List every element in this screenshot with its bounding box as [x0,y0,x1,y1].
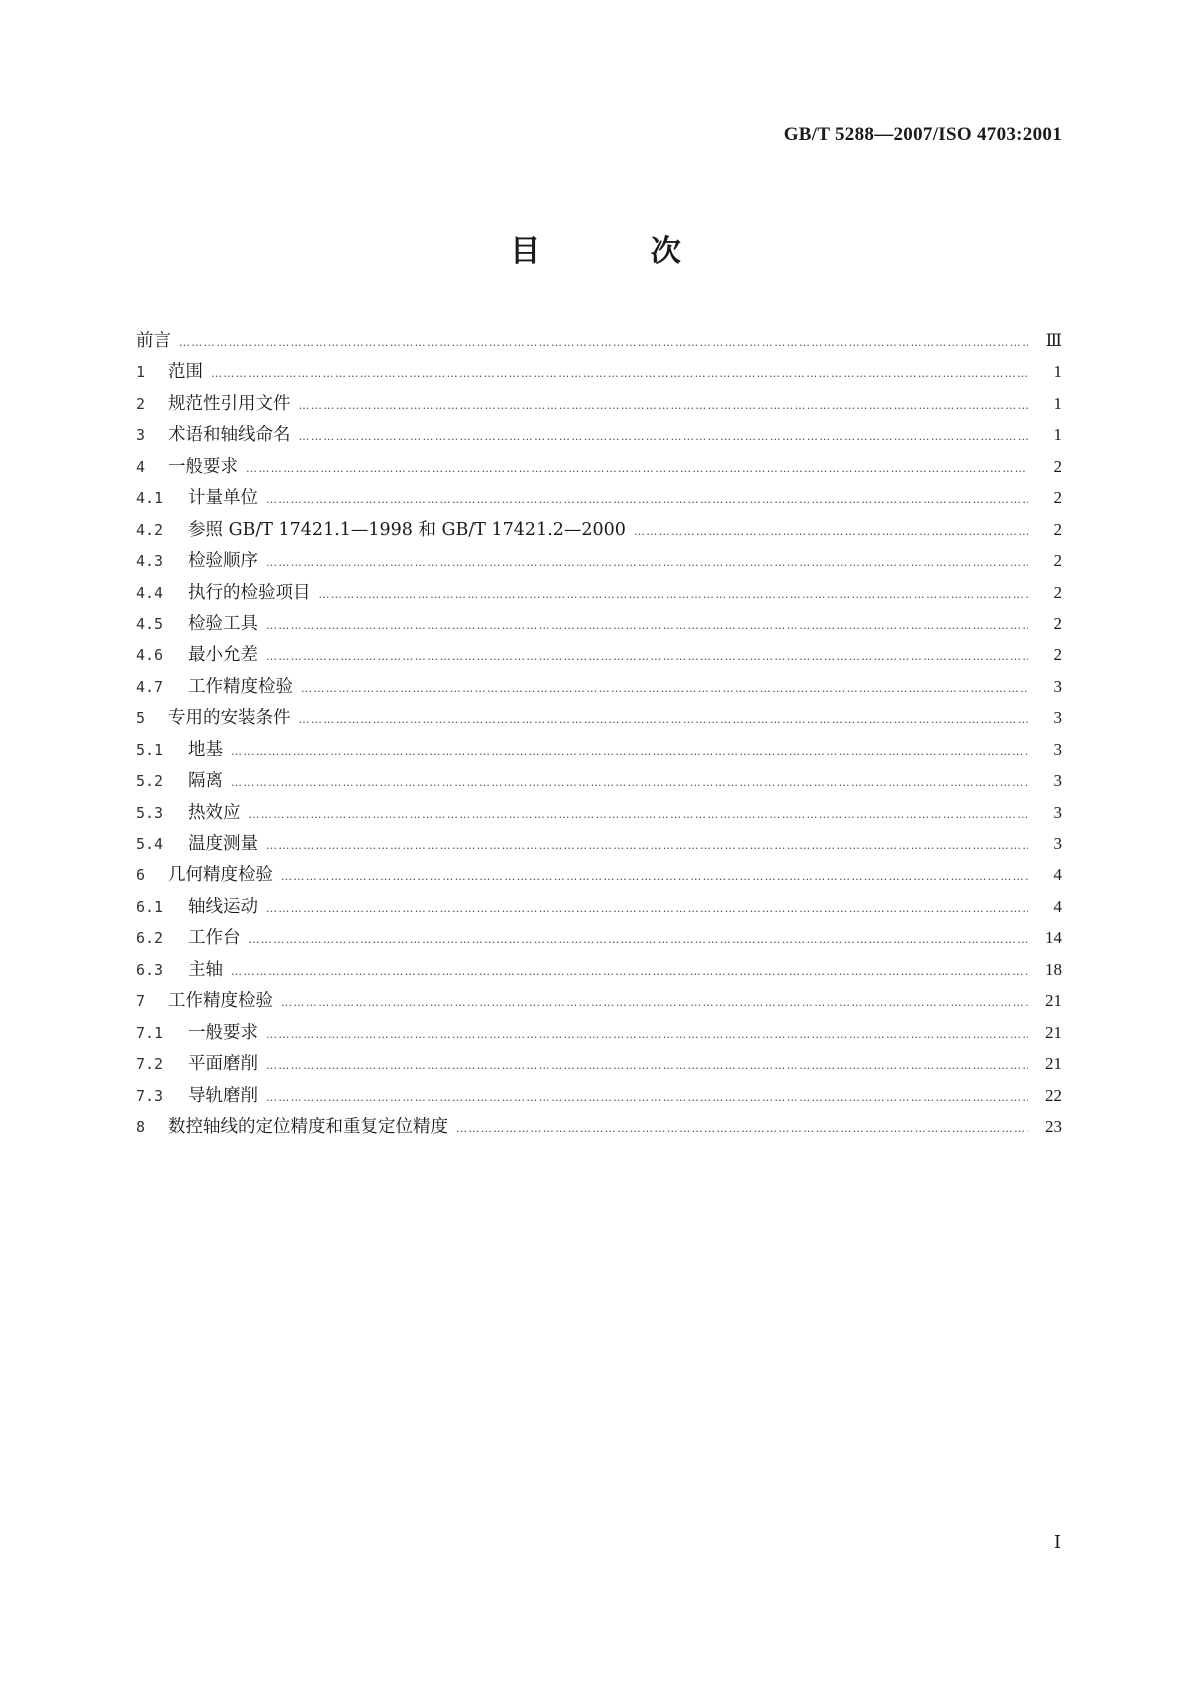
toc-entry-number: 7 [136,992,146,1011]
toc-entry[interactable] [136,799,1062,830]
toc-dot-leader [634,526,1028,537]
toc-entry-number: 4.7 [136,677,164,696]
toc-entry-number: 5.4 [136,835,164,853]
toc-entry[interactable] [136,610,1062,641]
toc-entry-title: 参照 GB/T 17421.1—1998 和 GB/T 17421.2—2000 [188,519,626,540]
toc-dot-leader [299,714,1029,725]
toc-dot-leader [266,903,1028,914]
toc-entry-title: 检验顺序 [188,551,258,572]
toc-entry-page: 1 [1053,362,1062,382]
toc-entry-number: 4.1 [136,489,164,508]
toc-entry-title: 范围 [168,362,203,383]
toc-entry-title: 执行的检验项目 [188,582,311,603]
toc-entry-page: 2 [1053,551,1062,571]
toc-dot-leader [319,589,1029,600]
toc-entry-title: 检验工具 [188,613,258,634]
toc-entry-number: 6.2 [136,929,164,948]
toc-entry-title: 规范性引用文件 [168,393,291,414]
toc-entry[interactable] [136,484,1062,515]
toc-entry-number: 5.1 [136,740,164,759]
toc-entry[interactable] [136,1019,1062,1050]
toc-dot-leader [231,746,1028,757]
toc-entry[interactable] [136,830,1062,861]
toc-entry-page: Ⅲ [1045,331,1062,350]
toc-entry-number: 4.5 [136,614,164,633]
toc-entry-title: 轴线运动 [188,896,258,917]
toc-dot-leader [266,1060,1028,1071]
toc-entry-number: 5 [136,709,146,728]
toc-entry[interactable] [136,1050,1062,1081]
toc-entry-page: 1 [1053,393,1062,413]
toc-entry[interactable] [136,987,1062,1018]
toc-entry-number: 3 [136,426,146,445]
toc-dot-leader [301,683,1028,694]
toc-entry-title: 隔离 [188,771,223,792]
toc-dot-leader [211,368,1028,379]
toc-entry-page: 23 [1045,1116,1062,1136]
toc-dot-leader [266,620,1028,631]
toc-entry-number: 5.2 [136,772,164,791]
toc-dot-leader [249,934,1029,945]
table-of-contents [136,327,1062,1144]
toc-dot-leader [299,431,1029,442]
toc-dot-leader [246,463,1028,474]
toc-entry-page: 2 [1053,613,1062,633]
toc-entry-title: 热效应 [188,802,241,823]
toc-entry[interactable] [136,1113,1062,1144]
toc-dot-leader [266,1092,1028,1103]
toc-entry-number: 5.3 [136,803,164,822]
toc-entry[interactable] [136,893,1062,924]
toc-entry[interactable] [136,767,1062,798]
toc-entry-number: 4.2 [136,520,164,539]
toc-entry-page: 2 [1053,488,1062,508]
toc-entry-number: 4.3 [136,552,164,571]
toc-entry-title: 数控轴线的定位精度和重复定位精度 [168,1116,448,1137]
toc-entry-number: 7.1 [136,1023,164,1042]
toc-entry-page: 21 [1045,1054,1062,1074]
toc-entry-page: 3 [1053,708,1062,728]
toc-entry-number: 2 [136,394,146,413]
toc-entry[interactable] [136,547,1062,578]
toc-dot-leader [266,651,1028,662]
toc-entry-title: 前言 [136,331,171,351]
toc-entry-title: 一般要求 [188,1022,258,1043]
page-number: Ⅰ [1053,1532,1061,1552]
toc-entry[interactable] [136,673,1062,704]
toc-dot-leader [249,809,1029,820]
toc-entry-page: 3 [1053,771,1062,791]
toc-entry-number: 7.3 [136,1086,164,1105]
toc-entry-page: 3 [1053,834,1062,853]
toc-entry[interactable] [136,327,1062,358]
toc-entry[interactable] [136,641,1062,672]
toc-entry[interactable] [136,453,1062,484]
toc-entry[interactable] [136,924,1062,955]
toc-entry-title: 工作精度检验 [168,991,273,1012]
toc-entry-title: 计量单位 [188,488,258,509]
toc-entry-page: 18 [1045,959,1062,979]
toc-dot-leader [266,840,1028,851]
toc-entry-title: 最小允差 [188,645,258,666]
toc-entry[interactable] [136,736,1062,767]
toc-entry[interactable] [136,516,1062,547]
toc-entry-title: 地基 [188,739,223,760]
toc-entry-number: 1 [136,363,146,382]
toc-dot-leader [266,494,1028,505]
toc-entry-number: 4.6 [136,646,164,665]
toc-entry[interactable] [136,704,1062,735]
toc-entry-title: 专用的安装条件 [168,708,291,729]
toc-entry-title: 工作台 [188,928,241,949]
toc-dot-leader [266,1029,1028,1040]
toc-dot-leader [299,400,1029,411]
toc-entry-page: 4 [1053,865,1062,885]
toc-dot-leader [179,337,1028,348]
toc-entry-page: 2 [1053,645,1062,665]
toc-entry[interactable] [136,358,1062,389]
toc-entry-title: 工作精度检验 [188,676,293,697]
toc-entry[interactable] [136,579,1062,610]
toc-entry-number: 6 [136,866,146,885]
toc-entry[interactable] [136,861,1062,892]
toc-entry[interactable] [136,390,1062,421]
toc-entry[interactable] [136,956,1062,987]
toc-entry[interactable] [136,1082,1062,1113]
page-title: 目 次 [510,234,731,269]
toc-entry-title: 术语和轴线命名 [168,425,291,446]
toc-entry-page: 2 [1053,456,1062,476]
toc-entry-title: 一般要求 [168,456,238,477]
toc-entry-page: 4 [1053,896,1062,916]
toc-entry-page: 3 [1053,676,1062,696]
toc-dot-leader [231,966,1028,977]
toc-entry-number: 6.3 [136,960,164,979]
toc-dot-leader [281,997,1028,1008]
toc-entry-number: 4 [136,457,146,476]
toc-entry-title: 主轴 [188,959,223,980]
toc-entry-number: 6.1 [136,897,164,916]
toc-entry-page: 2 [1053,582,1062,602]
toc-entry-page: 14 [1045,928,1062,948]
toc-entry-number: 7.2 [136,1055,164,1074]
toc-entry-page: 3 [1053,739,1062,759]
toc-entry-page: 21 [1045,991,1062,1011]
toc-entry[interactable] [136,421,1062,452]
toc-entry-page: 3 [1053,802,1062,822]
toc-entry-number: 4.4 [136,583,164,602]
toc-dot-leader [266,557,1028,568]
toc-entry-title: 平面磨削 [188,1054,258,1075]
toc-dot-leader [281,871,1028,882]
toc-dot-leader [456,1123,1028,1134]
toc-entry-number: 8 [136,1117,146,1136]
toc-entry-page: 22 [1045,1085,1062,1105]
toc-entry-title: 导轨磨削 [188,1085,258,1106]
toc-entry-title: 几何精度检验 [168,865,273,886]
toc-entry-title: 温度测量 [188,834,258,854]
standard-code: GB/T 5288—2007/ISO 4703:2001 [783,124,1062,145]
toc-entry-page: 21 [1045,1022,1062,1042]
toc-dot-leader [231,777,1028,788]
toc-entry-page: 1 [1053,425,1062,445]
toc-entry-page: 2 [1053,519,1062,539]
